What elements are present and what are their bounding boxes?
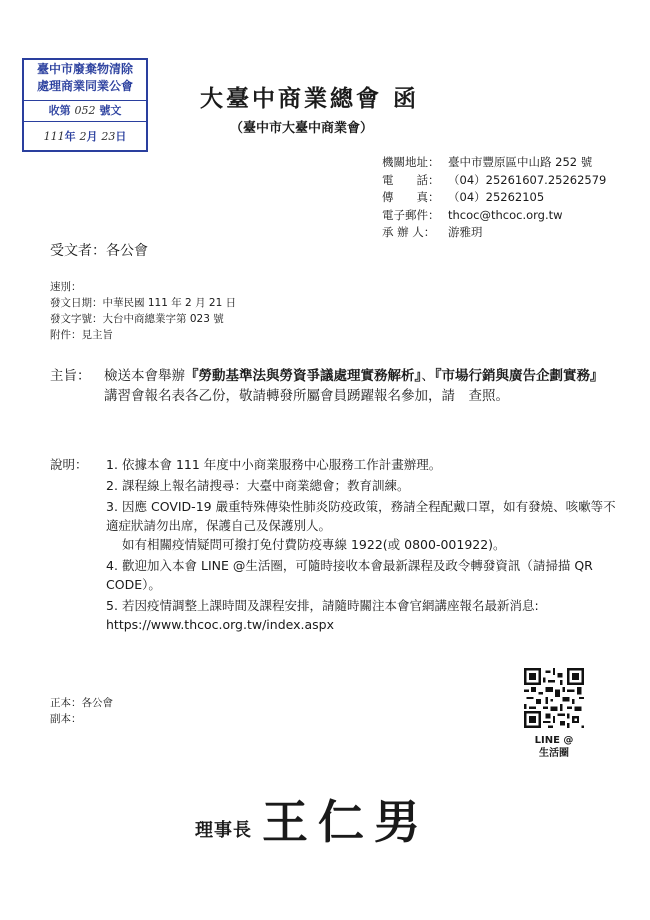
- stamp-month: 2: [79, 130, 87, 143]
- copies-main: 正本：各公會: [50, 697, 113, 709]
- notes-label: 說明：: [50, 457, 88, 472]
- received-stamp: [22, 58, 148, 152]
- notes-list: [50, 455, 620, 634]
- stamp-day: 23: [101, 130, 116, 143]
- note-item: 5. 若因疫情調整上課時間及課程安排，請隨時關注本會官網講座報名最新消息: https://www.thcoc.org.tw/index.aspx: [106, 598, 539, 632]
- document-subtitle: （臺中市大臺中商業會）: [230, 121, 374, 136]
- subject-section: [50, 366, 610, 406]
- signature-name: 王仁男: [262, 795, 430, 849]
- contact-fax: 傳 真： （04）25262105: [382, 190, 545, 204]
- stamp-line-2: 處理商業同業公會: [36, 79, 133, 93]
- contact-block: [382, 154, 606, 242]
- stamp-doc-prefix: 收: [48, 104, 60, 117]
- stamp-day-label: 日: [115, 130, 127, 143]
- contact-handler: 承 辦 人： 游雅玥: [382, 225, 483, 239]
- subject-label: 主旨：: [50, 368, 91, 384]
- meta-attachment: 附件：見主旨: [50, 329, 113, 341]
- stamp-month-label: 月: [86, 130, 98, 143]
- stamp-doc-mid: 第: [59, 104, 71, 117]
- note-item: 3. 因應 COVID-19 嚴重特殊傳染性肺炎防疫政策，務請全程配戴口罩，如有發燒、咳嗽等不適症狀請勿出席，保護自己及保護別人。 如有相關疫情疑問可撥打免付費防疫專線 1922(或 0800-001922)。: [106, 499, 616, 552]
- stamp-doc-number: [24, 100, 146, 122]
- qr-caption-line-1: LINE @: [534, 735, 574, 746]
- note-item: 4. 歡迎加入本會 LINE @生活圈，可隨時接收本會最新課程及政令轉發資訊（請掃描 QR CODE）。: [106, 558, 593, 592]
- document-meta: [50, 279, 236, 343]
- stamp-date: [24, 128, 146, 145]
- note-item: 1. 依據本會 111 年度中小商業服務中心服務工作計畫辦理。: [106, 457, 442, 472]
- qr-code-icon[interactable]: [524, 668, 584, 728]
- course-title-2: 『市場行銷與廣告企劃實務』: [434, 368, 604, 384]
- contact-email: 電子郵件： thcoc@thcoc.org.tw: [382, 207, 563, 222]
- qr-caption-line-2: 生活圈: [539, 748, 569, 759]
- recipient: 受文者：各公會: [50, 243, 148, 259]
- stamp-line-1: 臺中市廢棄物清除: [36, 62, 133, 76]
- meta-doc-no: 發文字號：大台中商總業字第 023 號: [50, 313, 224, 325]
- copies-secondary: 副本：: [50, 713, 82, 725]
- stamp-doc-suffix: 號文: [99, 104, 122, 117]
- stamp-doc-number-value: 052: [74, 104, 96, 117]
- subject-text: 檢送本會舉辦『勞動基準法與勞資爭議處理實務解析』、『市場行銷與廣告企劃實務』講習會報名表各乙份，敬請轉發所屬會員踴躍報名參加，請 查照。: [104, 368, 604, 404]
- copies-block: [50, 695, 113, 727]
- stamp-year: 111: [43, 130, 65, 143]
- qr-caption: [520, 734, 588, 760]
- stamp-year-label: 年: [64, 130, 76, 143]
- meta-speed: 速別：: [50, 281, 82, 293]
- contact-address: 機關地址： 臺中市豐原區中山路 252 號: [382, 155, 593, 169]
- document-title: 大臺中商業總會 函: [200, 85, 420, 112]
- course-title-1: 『勞動基準法與勞資爭議處理實務解析』: [185, 368, 422, 384]
- contact-phone: 電 話： （04）25261607.25262579: [382, 172, 607, 187]
- meta-date: 發文日期：中華民國 111 年 2 月 21 日: [50, 297, 237, 309]
- note-item: 2. 課程線上報名請搜尋：大臺中商業總會；教育訓練。: [106, 478, 410, 493]
- notes-section: [50, 455, 620, 636]
- signature-title: 理事長: [195, 820, 252, 841]
